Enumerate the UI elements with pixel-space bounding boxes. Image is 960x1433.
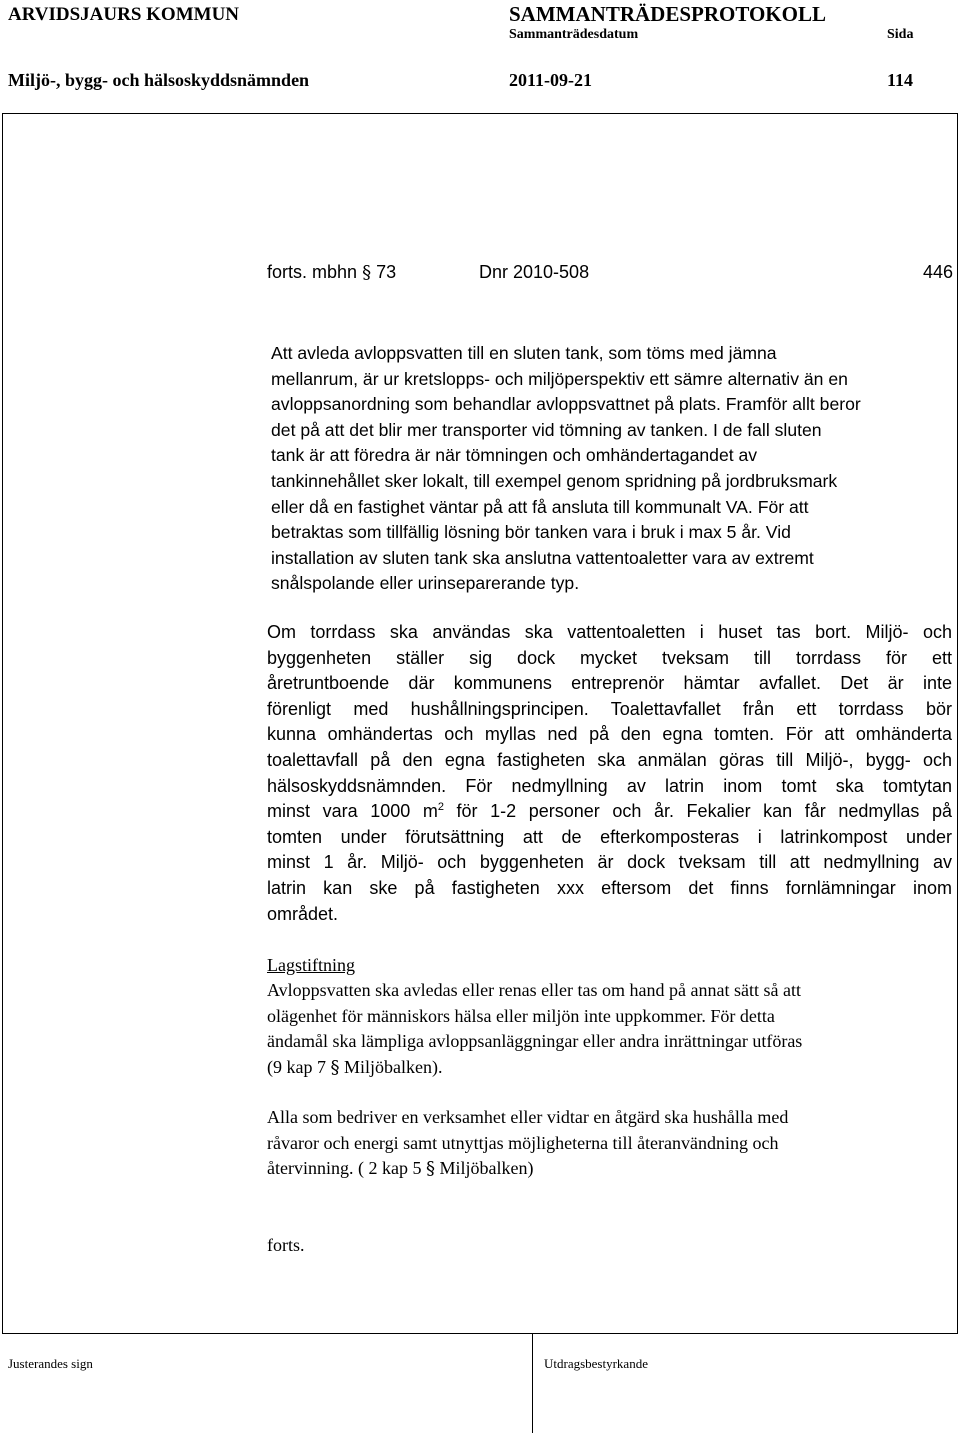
text-line: ändamål ska lämpliga avloppsanläggningar eller andra inrättningar utföras (267, 1031, 803, 1052)
text-line: råvaror och energi samt utnyttjas möjligheterna till återanvändning och (267, 1132, 779, 1153)
law-ref-text: Miljöbalken). (339, 1056, 443, 1077)
law-ref-text: återvinning. ( 2 kap 5 (267, 1158, 426, 1179)
law-reference-line (267, 1156, 947, 1182)
document-type: SAMMANTRÄDESPROTOKOLL (509, 2, 826, 26)
text-line: tomten under förutsättning att de efterkomposteras i latrinkompost under (267, 826, 952, 847)
text-line: Om torrdass ska användas ska vattentoaletten i huset tas bort. Miljö- och (267, 622, 952, 642)
committee-name: Miljö-, bygg- och hälsoskyddsnämnden (8, 70, 310, 90)
text-line: åretruntboende där kommunens entreprenör hämtar avfallet. Det är inte (267, 673, 952, 694)
text-line: kunna omhändertas och myllas ned på den egna tomten. För att omhänderta (267, 724, 952, 745)
case-reference-row (267, 262, 953, 283)
footer-column-divider (532, 1333, 533, 1433)
text-line: tankinnehållet sker lokalt, till exempel genom spridning på jordbruksmark (271, 470, 838, 491)
text-line: avloppsanordning som behandlar avloppsvattnet på plats. Framför allt beror (271, 394, 861, 415)
meeting-date-label: Sammanträdesdatum (509, 27, 639, 42)
area-text: minst vara 1000 m (267, 801, 438, 822)
meeting-date: 2011-09-21 (509, 70, 592, 90)
section-symbol: § (362, 262, 372, 283)
page-label: Sida (887, 27, 914, 42)
text-line-area (267, 799, 952, 825)
law-reference-line (267, 1055, 947, 1081)
paragraph-sluten-tank (271, 341, 951, 597)
text-line: mellanrum, är ur kretslopps- och miljöperspektiv ett sämre alternativ än en (271, 368, 848, 389)
paragraph-hushallning (267, 1105, 947, 1182)
signature-label: Justerandes sign (8, 1356, 93, 1371)
section-symbol: § (425, 1158, 435, 1180)
paragraph-torrdass (267, 620, 952, 927)
text-line: förenligt med hushållningsprincipen. Toalettavfallet från ett torrdass bör (267, 698, 952, 719)
diary-number: Dnr 2010-508 (479, 262, 590, 282)
text-line: latrin kan ske på fastigheten xxx eftersom det finns fornlämningar inom (267, 877, 952, 898)
text-line: området. (267, 903, 339, 924)
page-number: 114 (887, 70, 914, 90)
text-line: installation av sluten tank ska anslutna vattentoaletter vara av extremt (271, 547, 814, 568)
text-line: toalettavfall på den egna fastigheten ska anmälan göras till Miljö-, bygg- och (267, 749, 952, 770)
section-number: 73 (376, 262, 397, 282)
text-line: Alla som bedriver en verksamhet eller vidtar en åtgärd ska hushålla med (267, 1107, 789, 1127)
law-ref-text: Miljöbalken) (434, 1158, 534, 1179)
text-line: Att avleda avloppsvatten till en sluten tank, som töms med jämna (271, 343, 777, 363)
law-ref-text: (9 kap 7 (267, 1056, 331, 1077)
extract-certification-label: Utdragsbestyrkande (544, 1356, 648, 1371)
area-text-cont: för 1-2 personer och år. Fekalier kan får nedmyllas på (443, 801, 953, 822)
text-line: Avloppsvatten ska avledas eller renas eller tas om hand på annat sätt så att (267, 980, 801, 1000)
area-superscript: 2 (437, 801, 444, 814)
section-reference (267, 262, 479, 283)
text-line: det på att det blir mer transporter vid tömning av tanken. I de fall sluten (271, 419, 822, 440)
footer-divider-line (2, 1333, 957, 1334)
continued-marker: forts. (267, 1235, 305, 1255)
organization-name: ARVIDSJAURS KOMMUN (8, 4, 240, 25)
text-line: minst 1 år. Miljö- och byggenheten är dock tveksam till att nedmyllning av (267, 852, 952, 873)
text-line: olägenhet för människors hälsa eller miljön inte uppkommer. För detta (267, 1005, 775, 1026)
section-prefix: forts. mbhn (267, 262, 358, 282)
text-line: betraktas som tillfällig lösning bör tanken vara i bruk i max 5 år. Vid (271, 522, 791, 543)
text-line: eller då en fastighet väntar på att få ansluta till kommunalt VA. För att (271, 496, 809, 517)
section-heading-lagstiftning: Lagstiftning (267, 955, 355, 975)
text-line: snålspolande eller urinseparerande typ. (271, 573, 580, 594)
text-line: byggenheten ställer sig dock mycket tveksam till torrdass för ett (267, 647, 952, 668)
paragraph-lagstiftning (267, 978, 947, 1080)
section-symbol: § (330, 1056, 340, 1078)
case-code: 446 (922, 262, 953, 282)
text-line: tank är att föredra är när tömningen och omhändertagandet av (271, 445, 758, 466)
text-line: hälsoskyddsnämnden. För nedmyllning av latrin inom tomt ska tomtytan (267, 775, 952, 796)
